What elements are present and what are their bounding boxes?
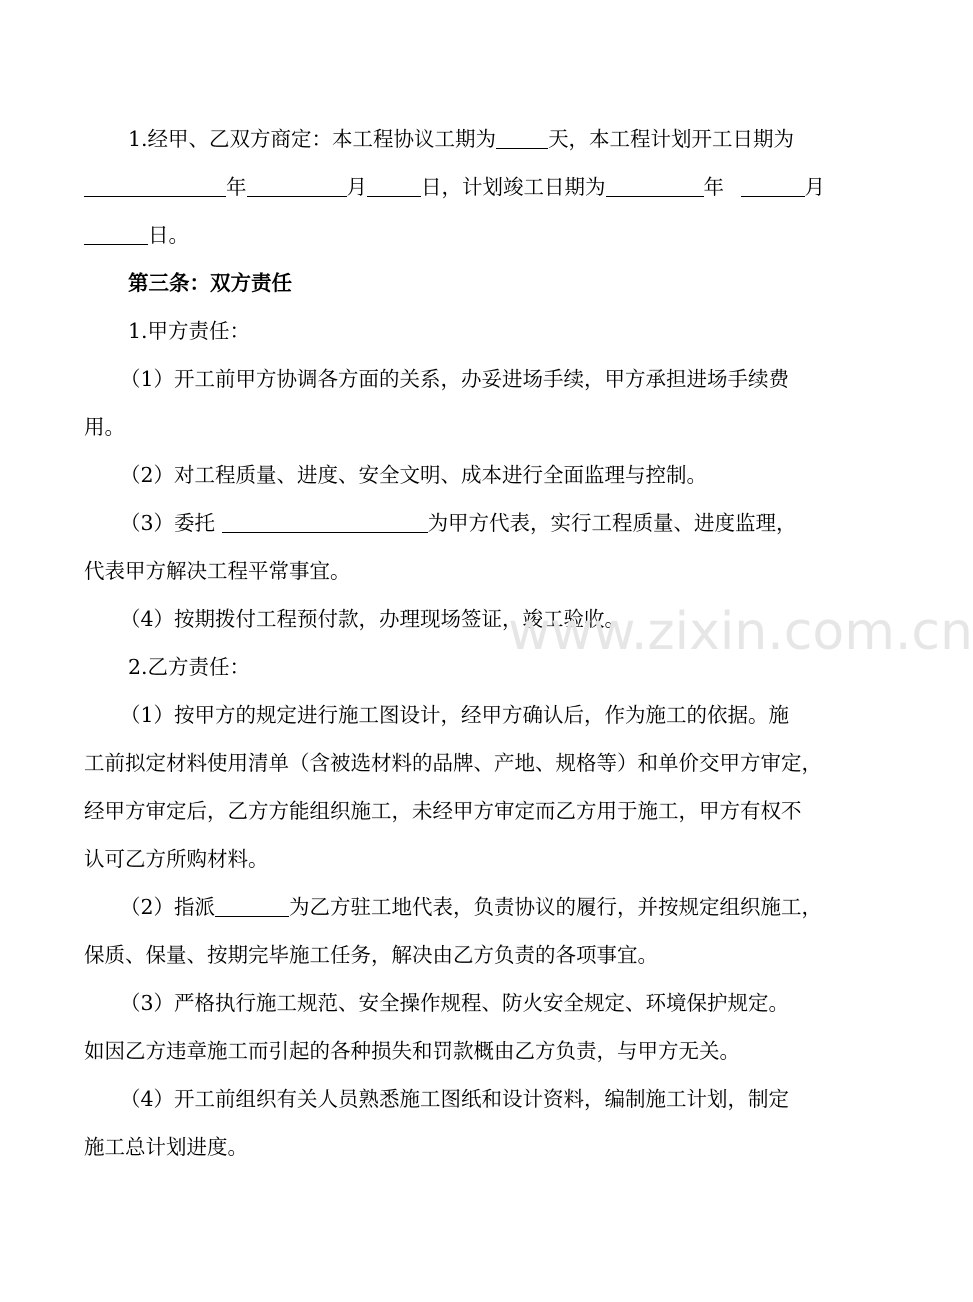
start-day-blank: [367, 176, 421, 197]
party-b-r1-line3: 经甲方审定后，乙方方能组织施工，未经甲方审定而乙方用于施工，甲方有权不: [84, 799, 802, 823]
party-a-r3-line2: 代表甲方解决工程平常事宜。: [84, 559, 351, 583]
watermark: www.zixin.com.cn: [508, 602, 973, 662]
schedule-text-6: 年: [703, 175, 731, 199]
article3-heading: 第三条：双方责任: [128, 271, 292, 295]
schedule-text-2: 天，本工程计划开工日期为: [548, 127, 795, 151]
party-b-r4-line2: 施工总计划进度。: [84, 1135, 248, 1159]
schedule-text-7: 月: [804, 175, 826, 199]
party-a-r3-text-2: 为甲方代表，实行工程质量、进度监理，: [427, 511, 797, 535]
party-b-r1-line2: 工前拟定材料使用清单（含被选材料的品牌、产地、规格等）和单价交甲方审定，: [84, 751, 822, 775]
schedule-line-2: [84, 172, 825, 202]
party-a-r2-line1: （2）对工程质量、进度、安全文明、成本进行全面监理与控制。: [120, 463, 708, 487]
party-b-r2-line1: [120, 892, 822, 922]
party-b-title: 2.乙方责任：: [128, 655, 251, 679]
party-a-r1-line1: （1）开工前甲方协调各方面的关系，办妥进场手续，甲方承担进场手续费: [120, 367, 790, 391]
schedule-text-8: 日。: [148, 223, 189, 247]
schedule-line-3: [84, 220, 189, 250]
end-day-blank: [84, 224, 148, 245]
start-month-blank: [247, 176, 347, 197]
party-b-r4-line1: （4）开工前组织有关人员熟悉施工图纸和设计资料，编制施工计划，制定: [120, 1087, 790, 1111]
schedule-text-1: 1.经甲、乙双方商定：本工程协议工期为: [128, 127, 497, 151]
schedule-line-1: [128, 124, 794, 154]
party-a-rep-blank: [222, 512, 428, 533]
end-month-blank: [741, 176, 805, 197]
party-a-title: 1.甲方责任：: [128, 319, 251, 343]
party-a-r3-text-1: （3）委托: [120, 511, 222, 535]
party-b-r1-line1: （1）按甲方的规定进行施工图设计，经甲方确认后，作为施工的依据。施: [120, 703, 790, 727]
party-b-r3-line1: （3）严格执行施工规范、安全操作规程、防火安全规定、环境保护规定。: [120, 991, 790, 1015]
duration-blank: [496, 128, 548, 149]
party-b-r2-text-1: （2）指派: [120, 895, 216, 919]
party-a-r3-line1: [120, 508, 797, 538]
party-b-r3-line2: 如因乙方违章施工而引起的各种损失和罚款概由乙方负责，与甲方无关。: [84, 1039, 740, 1063]
party-b-r1-line4: 认可乙方所购材料。: [84, 847, 269, 871]
end-year-blank: [606, 176, 704, 197]
start-year-blank: [84, 176, 226, 197]
party-b-r2-text-2: 为乙方驻工地代表，负责协议的履行，并按规定组织施工，: [289, 895, 823, 919]
party-a-r4-line1: （4）按期拨付工程预付款，办理现场签证，竣工验收。: [120, 607, 626, 631]
schedule-text-3: 年: [226, 175, 247, 199]
schedule-text-4: 月: [346, 175, 367, 199]
party-b-r2-line2: 保质、保量、按期完毕施工任务，解决由乙方负责的各项事宜。: [84, 943, 658, 967]
schedule-text-5: 日，计划竣工日期为: [421, 175, 606, 199]
party-b-rep-blank: [215, 896, 289, 917]
party-a-r1-line2: 用。: [84, 415, 125, 439]
